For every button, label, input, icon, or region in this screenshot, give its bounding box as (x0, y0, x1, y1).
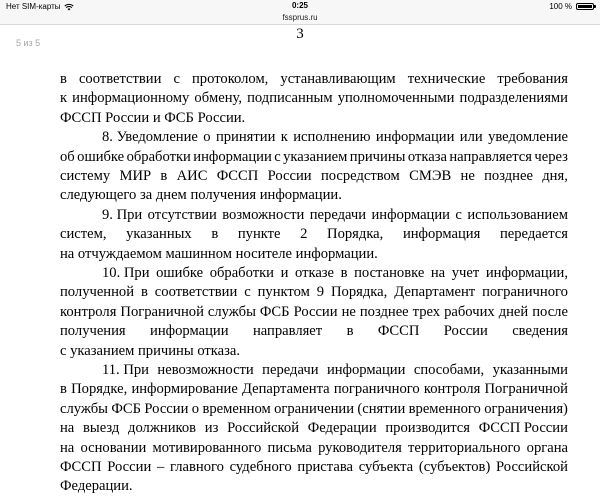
document-word: 11. При (102, 362, 149, 378)
document-word: субъекта (358, 459, 414, 475)
document-word: дня, (542, 168, 568, 184)
document-word: пристава (297, 459, 353, 475)
document-word: Порядке, (71, 381, 128, 398)
document-word: Порядка, (331, 284, 388, 301)
document-word: не (341, 303, 356, 320)
document-word: отказе (294, 265, 335, 281)
document-line (60, 70, 568, 89)
document-word: ФССП России (478, 420, 568, 437)
document-line (60, 400, 568, 419)
document-word: 8. Уведомление (102, 129, 198, 146)
document-word: службы (60, 400, 108, 417)
document-line: на отчуждаемом машинном носителе информации. (60, 245, 378, 262)
document-line: следующего за днем получения информации. (60, 187, 342, 204)
document-word: контроля (60, 303, 117, 320)
document-word: органа (526, 439, 568, 456)
document-word: или (459, 129, 483, 146)
document-word: России (144, 400, 189, 417)
document-word: способами, (413, 362, 485, 378)
document-line (60, 89, 568, 108)
document-word: должников (128, 420, 197, 437)
document-word: в (140, 284, 148, 301)
document-word: учет (451, 265, 480, 281)
document-word: подразделениями (459, 90, 568, 107)
document-line (60, 148, 568, 167)
document-word: информации (193, 148, 272, 165)
document-word: письма (267, 439, 312, 456)
document-word: с (274, 148, 281, 165)
status-bar (0, 0, 600, 13)
document-word: принятии (215, 129, 276, 146)
document-line (60, 439, 568, 458)
document-word: в (160, 168, 168, 184)
document-word: Департамент (394, 284, 476, 301)
document-word: с (455, 206, 462, 223)
document-word: контроля (423, 381, 481, 398)
document-word: на (60, 439, 75, 456)
document-word: 9 (316, 284, 325, 301)
document-word: на (60, 420, 75, 437)
document-word: информации, (485, 265, 568, 281)
document-word: информирование (131, 381, 238, 398)
battery-icon (576, 3, 594, 10)
document-word: временном (202, 400, 271, 417)
document-word: в (211, 226, 219, 243)
document-word: дней (498, 303, 529, 320)
document-word: обмену, (194, 90, 242, 107)
document-word: невозможности (157, 362, 254, 378)
document-word: АИС (176, 168, 208, 184)
document-word: уведомление (488, 129, 568, 146)
document-word: сведения (512, 323, 568, 340)
document-word: ФСБ (259, 303, 290, 320)
document-word: соответствии (78, 71, 162, 87)
document-word: 10. При (102, 265, 150, 281)
document-word: службы (207, 303, 256, 320)
document-word: 9. При (102, 206, 143, 223)
document-line (60, 458, 568, 477)
document-word: передачи (309, 206, 367, 223)
document-word: Федерации (307, 420, 377, 437)
document-word: не (460, 168, 475, 184)
document-line (102, 361, 568, 380)
document-word: Порядка, (327, 226, 384, 243)
document-word: информационному (72, 90, 190, 107)
document-word: России (267, 168, 312, 184)
document-line (60, 167, 568, 186)
document-word: Департамента (242, 381, 330, 398)
document-word: России (107, 459, 152, 475)
document-word: указанными (492, 362, 568, 378)
document-word: позднее (359, 303, 409, 320)
document-word: территориального (408, 439, 521, 456)
document-word: соответствии (154, 284, 238, 301)
document-word: в (60, 381, 67, 398)
document-word: в (340, 265, 348, 281)
battery-fill (578, 5, 592, 8)
document-word: ошибке (156, 265, 204, 281)
document-word: исполнению (293, 129, 371, 146)
document-word: временного (408, 400, 481, 417)
page-counter: 5 из 5 (16, 38, 41, 48)
document-line (102, 264, 568, 283)
document-line (102, 206, 568, 225)
document-line: Федерации. (60, 478, 133, 495)
document-word: к (60, 90, 68, 107)
document-word: России (293, 303, 338, 320)
document-word: систему (60, 168, 111, 184)
document-line (60, 283, 568, 302)
document-word: СМЭВ (409, 168, 452, 184)
document-word: технические (407, 71, 486, 87)
document-word: производится (385, 420, 471, 437)
document-word: Российской (496, 459, 568, 475)
document-word: ФСБ (111, 400, 142, 417)
document-word: использованием (467, 206, 568, 223)
document-word: пограничного (482, 284, 568, 301)
document-word: ограничении (274, 400, 355, 417)
document-word: о (203, 129, 211, 146)
document-word: главного (170, 459, 224, 475)
document-word: уполномоченными (337, 90, 455, 107)
document-word: систем, (60, 226, 107, 243)
document-word: ошибке (77, 148, 125, 165)
battery-group (549, 2, 594, 11)
document-word: обработки (126, 148, 191, 165)
document-word: Пограничной (120, 303, 204, 320)
document-line: ФССП России и ФСБ России. (60, 109, 246, 126)
document-word: отсутствии (147, 206, 217, 223)
document-line (60, 303, 568, 322)
document-word: в (346, 323, 354, 340)
url-text: fssprus.ru (282, 13, 318, 22)
document-word: ФССП (60, 459, 102, 475)
document-word: пограничного (333, 381, 420, 398)
document-word: позднее (484, 168, 533, 184)
document-line (60, 380, 568, 399)
carrier-label: Нет SIM-карты (6, 2, 61, 11)
document-word: указанных (126, 226, 192, 243)
document-word: руководителя (318, 439, 402, 456)
clock: 0:25 (291, 1, 308, 10)
document-word: России (443, 323, 488, 340)
document-line (60, 225, 568, 244)
document-word: с (244, 284, 251, 301)
document-word: и (280, 265, 289, 281)
document-word: после (532, 303, 568, 320)
document-word: отказа (407, 148, 447, 165)
document-word: информации (371, 206, 450, 223)
document-word: причины (349, 148, 406, 165)
document-word: передачи (262, 362, 319, 378)
document-word: информации (150, 323, 229, 340)
document-word: (снятии (357, 400, 406, 417)
document-word: направляет (252, 323, 323, 340)
document-word: мотивированного (152, 439, 262, 456)
document-word: подписанным (247, 90, 333, 107)
document-word: требования (497, 71, 568, 87)
document-word: возможности (222, 206, 305, 223)
document-word: направляется (449, 148, 532, 165)
document-word: на (430, 265, 446, 281)
document-word: Пограничной (484, 381, 568, 398)
document-word: о (191, 400, 200, 417)
document-word: (субъектов) (418, 459, 491, 475)
document-word: в (60, 71, 67, 87)
document-word: протоколом, (192, 71, 269, 87)
document-word: ограничения) (484, 400, 568, 417)
address-bar[interactable] (0, 13, 600, 25)
document-word: через (534, 148, 568, 165)
document-word: информации (326, 362, 406, 378)
document-word: из (204, 420, 219, 437)
document-word: полученной (60, 284, 135, 301)
document-word: информация (402, 226, 481, 243)
document-word: об (60, 148, 75, 165)
document-word: с (173, 71, 180, 87)
document-word: – (156, 459, 165, 475)
document-line (102, 128, 568, 147)
document-word: пунктом (257, 284, 310, 301)
document-word: рабочих (444, 303, 495, 320)
document-word: постановке (354, 265, 425, 281)
document-word: устанавливающим (280, 71, 396, 87)
document-word: 2 (300, 226, 308, 243)
document-word: трех (412, 303, 441, 320)
document-word: выезд (83, 420, 120, 437)
document-word: обработки (209, 265, 274, 281)
document-line (60, 419, 568, 438)
document-word: Российской (227, 420, 300, 437)
document-word: МИР (119, 168, 152, 184)
document-word: судебного (229, 459, 292, 475)
battery-percent: 100 % (549, 2, 572, 11)
document-word: пункте (237, 226, 281, 243)
page-number: 3 (296, 26, 304, 42)
document-word: получения (60, 323, 126, 340)
document-word: ФССП (216, 168, 259, 184)
document-word: ФССП (377, 323, 420, 340)
document-word: основании (80, 439, 147, 456)
document-word: передается (499, 226, 568, 243)
document-word: к (280, 129, 288, 146)
document-word: указанием (283, 148, 348, 165)
document-word: информации (375, 129, 455, 146)
document-line (60, 322, 568, 341)
document-word: посредством (320, 168, 400, 184)
document-line: с указанием причины отказа. (60, 342, 241, 359)
